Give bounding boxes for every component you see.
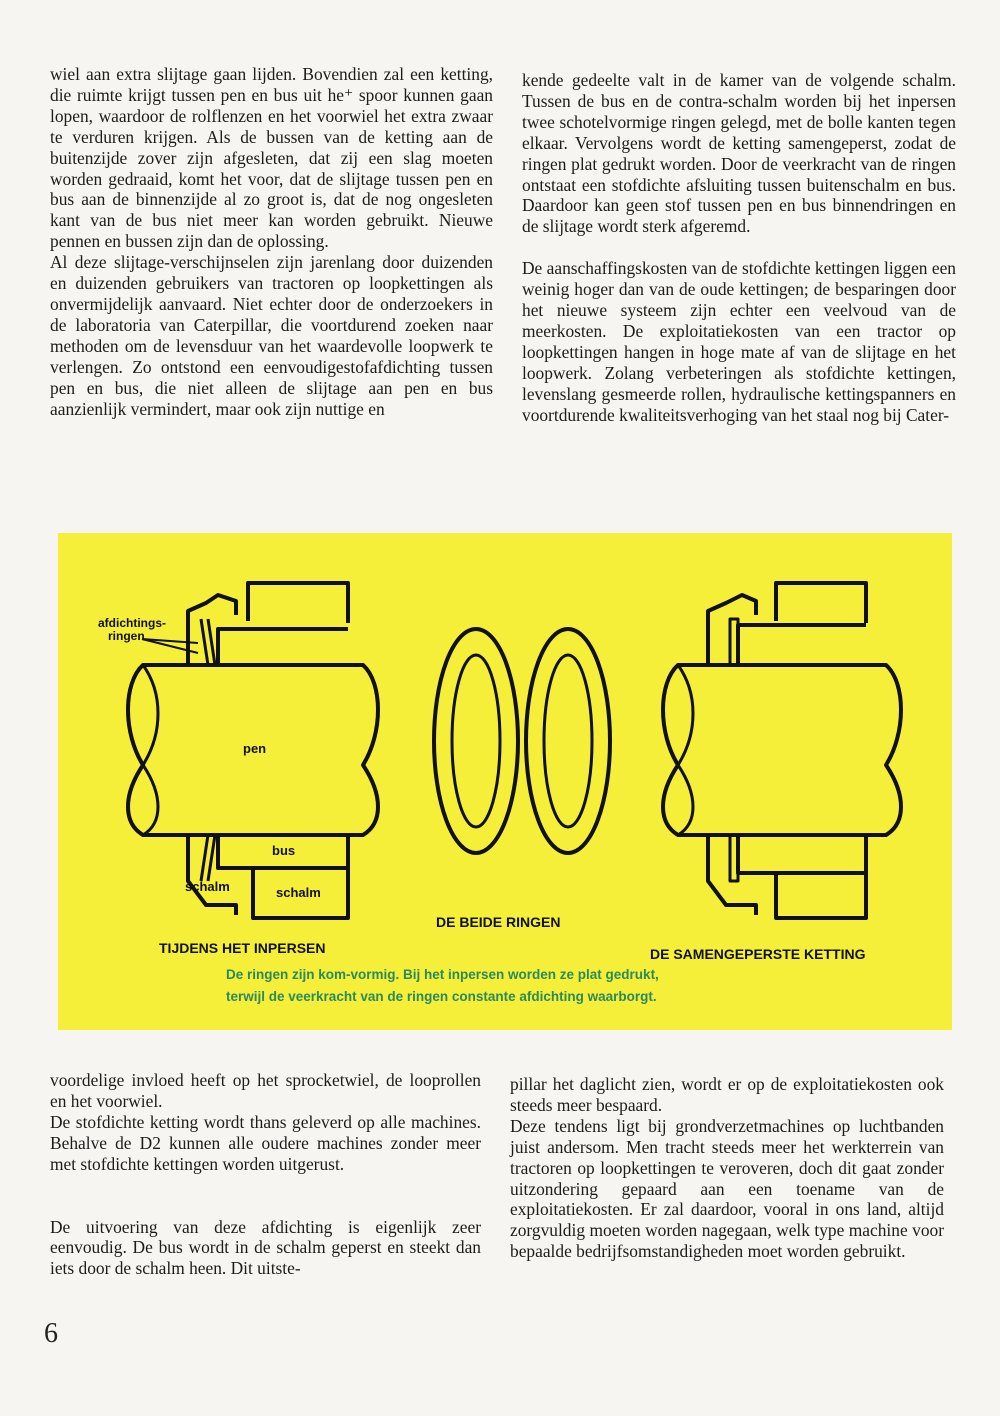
paragraph: Deze tendens ligt bij grondverzetmachines op luchtbanden juist andersom. Men tracht steeds meer het werkterrein van tractoren op loopkettingen te veroveren, doch dit gaat zonder uitzondering gepaard aan een toename van de exploitatiekosten. Er zal daardoor, vooral in ons land, altijd zorgvuldig moeten worden nagegaan, welk type machine voor bepaalde bedrijfsomstandigheden moet worden gebruikt.	[510, 1115, 944, 1262]
paragraph: De uitvoering van deze afdichting is eigenlijk zeer eenvoudig. De bus wordt in de schalm geperst en steekt dan iets door de schalm heen. Dit uitste-	[50, 1216, 481, 1279]
caption-line-2: terwijl de veerkracht van de ringen constante afdichting waarborgt.	[226, 989, 657, 1004]
column-bottom-right	[510, 1074, 944, 1262]
seal-ring-figure	[58, 533, 952, 1030]
title-left: TIJDENS HET INPERSEN	[159, 940, 326, 956]
page-number: 6	[44, 1318, 58, 1349]
label-bus: bus	[272, 843, 296, 858]
label-rings-2: ringen	[108, 629, 145, 643]
column-bottom-left	[50, 1070, 481, 1279]
paragraph: De aanschaffingskosten van de stofdichte kettingen liggen een weinig hoger dan van de oude kettingen; de besparingen door het nieuwe systeem zijn echter een veelvoud van de meerkosten. De exploitatiekosten van een tractor op loopkettingen hangen in hoge mate af van de slijtage en het loopwerk. Zolang verbeteringen als stofdichte kettingen, levenslang gesmeerde rollen, hydraulische kettingspanners en voortdurende kwaliteitsverhoging van het staal nog bij Cater-	[522, 258, 956, 425]
paragraph: kende gedeelte valt in de kamer van de volgende schalm. Tussen de bus en de contra-schalm worden bij het inpersen twee schotelvormige ringen gelegd, met de bolle kanten tegen elkaar. Vervolgens wordt de ketting samengeperst, zodat de ringen plat gedrukt worden. Door de veerkracht van de ringen ontstaat een stofdichte afsluiting tussen buitenschalm en bus. Daardoor kan geen stof tussen pen en bus binnendringen en de slijtage wordt sterk afgeremd.	[522, 70, 956, 237]
label-schalm: schalm	[276, 885, 321, 900]
label-schalm-contra: schalm	[185, 879, 230, 894]
paragraph: De stofdichte ketting wordt thans geleverd op alle machines. Behalve de D2 kunnen alle oudere machines zonder meer met stofdichte kettingen worden uitgerust.	[50, 1111, 481, 1174]
figure-drawing	[58, 533, 952, 1030]
paragraph: voordelige invloed heeft op het sprocketwiel, de looprollen en het voorwiel.	[50, 1070, 481, 1111]
title-right: DE SAMENGEPERSTE KETTING	[650, 946, 866, 962]
label-pen: pen	[243, 741, 267, 756]
caption-line-1: De ringen zijn kom-vormig. Bij het inpersen worden ze plat gedrukt,	[226, 967, 659, 982]
title-middle: DE BEIDE RINGEN	[436, 914, 561, 930]
label-rings-1: afdichtings-	[98, 616, 166, 630]
paragraph: pillar het daglicht zien, wordt er op de exploitatiekosten ook steeds meer bespaard.	[510, 1074, 944, 1115]
column-top-right	[522, 70, 956, 426]
paragraph: wiel aan extra slijtage gaan lijden. Bovendien zal een ketting, die ruimte krijgt tussen pen en bus uit he⁺ spoor kunnen gaan lopen, waardoor de rolflenzen en het voorwiel het extra zwaar te verduren krijgen. Als de bussen van de ketting aan de buitenzijde zover zijn afgesleten, dat zij een slag moeten worden gedraaid, komt het voor, dat de slijtage tussen pen en bus aan de binnenzijde al zo groot is, dat de nog ongesleten kant van de bus niet meer kan worden gebruikt. Nieuwe pennen en bussen zijn dan de oplossing.	[50, 64, 493, 252]
paragraph: Al deze slijtage-verschijnselen zijn jarenlang door duizenden en duizenden gebruikers van tractoren op loopkettingen als onvermijdelijk aanvaard. Niet echter door de onderzoekers in de laboratoria van Caterpillar, die voortdurend zoeken naar methoden om de levensduur van het waardevolle loopwerk te verlengen. Zo ontstond een eenvoudigestofafdichting tussen pen en bus, die niet alleen de slijtage aan pen en bus aanzienlijk vermindert, maar ook zijn nuttige en	[50, 252, 493, 419]
column-top-left	[50, 64, 493, 419]
